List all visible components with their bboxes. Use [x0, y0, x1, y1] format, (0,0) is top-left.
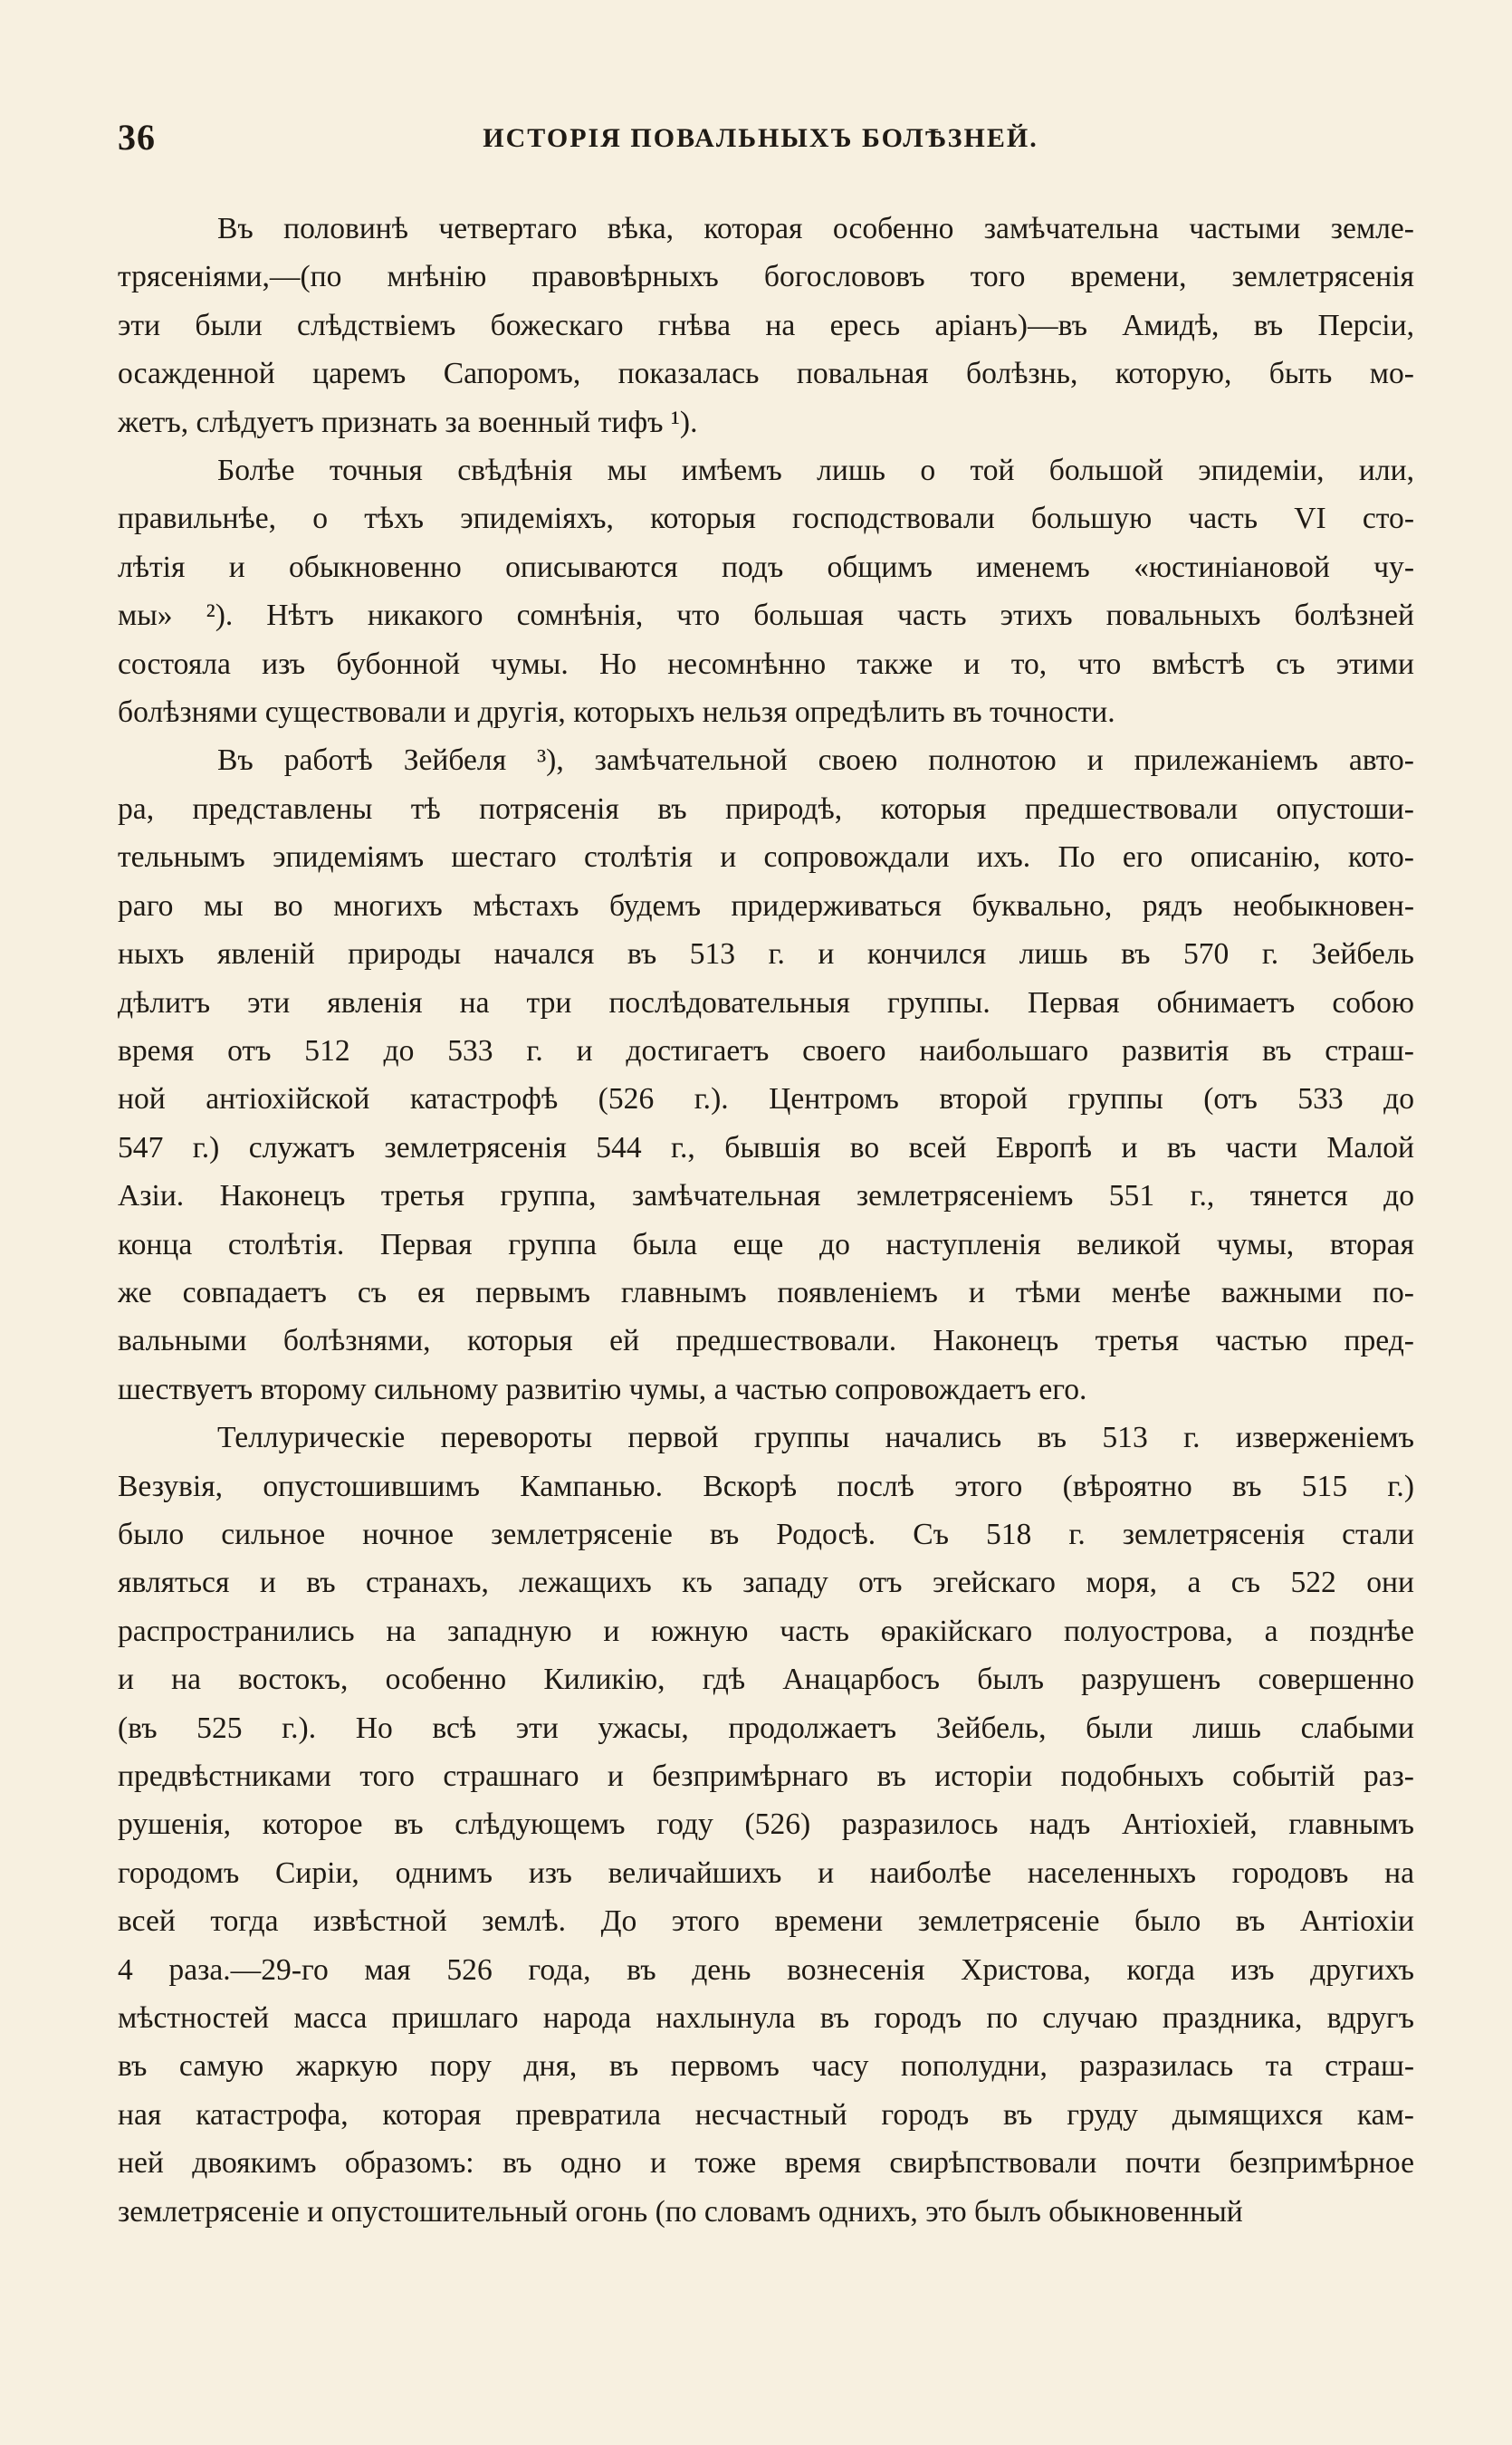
- text-line: предвѣстниками того страшнаго и безпримѣрнаго въ исторіи подобныхъ событій раз-: [118, 1759, 1414, 1793]
- page-header: [118, 116, 1403, 170]
- text-line: распространились на западную и южную часть ѳракійскаго полуострова, а позднѣе: [118, 1614, 1414, 1648]
- paragraph: [118, 446, 1414, 736]
- text-line: всей тогда извѣстной землѣ. До этого времени землетрясеніе было въ Антіохіи: [118, 1904, 1414, 1939]
- text-line: въ самую жаркую пору дня, въ первомъ часу пополудни, разразилась та страш-: [118, 2049, 1414, 2084]
- text-line: было сильное ночное землетрясеніе въ Родосѣ. Съ 518 г. землетрясенія стали: [118, 1517, 1414, 1551]
- text-line: Болѣе точныя свѣдѣнія мы имѣемъ лишь о той большой эпидеміи, или,: [217, 454, 1414, 488]
- page-number: 36: [118, 117, 156, 158]
- text-line: Везувія, опустошившимъ Кампанью. Вскорѣ послѣ этого (вѣроятно въ 515 г.): [118, 1469, 1414, 1503]
- running-title: ИСТОРІЯ ПОВАЛЬНЫХЪ БОЛѢЗНЕЙ.: [483, 123, 1038, 153]
- text-line: землетрясеніе и опустошительный огонь (по словамъ однихъ, это былъ обыкновенный: [118, 2194, 1243, 2229]
- text-line: ной антіохійской катастрофѣ (526 г.). Центромъ второй группы (отъ 533 до: [118, 1082, 1414, 1117]
- text-line: ная катастрофа, которая превратила несчастный городъ въ груду дымящихся кам-: [118, 2097, 1414, 2132]
- paragraph: [118, 1414, 1414, 2236]
- text-line: осажденной царемъ Сапоромъ, показалась повальная болѣзнь, которую, быть мо-: [118, 357, 1414, 391]
- text-line: 547 г.) служатъ землетрясенія 544 г., бывшія во всей Европѣ и въ части Малой: [118, 1130, 1414, 1165]
- body-text: [118, 205, 1414, 2236]
- text-line: являться и въ странахъ, лежащихъ къ западу отъ эгейскаго моря, а съ 522 они: [118, 1566, 1414, 1600]
- text-line: болѣзнями существовали и другія, которыхъ нельзя опредѣлить въ точности.: [118, 695, 1115, 730]
- text-line: Въ половинѣ четвертаго вѣка, которая особенно замѣчательна частыми земле-: [217, 212, 1414, 245]
- text-line: ныхъ явленій природы начался въ 513 г. и кончился лишь въ 570 г. Зейбель: [118, 937, 1414, 972]
- text-line: вальными болѣзнями, которыя ей предшествовали. Наконецъ третья частью пред-: [118, 1324, 1414, 1358]
- text-line: правильнѣе, о тѣхъ эпидеміяхъ, которыя господствовали большую часть VI сто-: [118, 502, 1414, 536]
- text-line: трясеніями,—(по мнѣнію правовѣрныхъ богослововъ того времени, землетрясенія: [118, 260, 1414, 294]
- text-line: ней двоякимъ образомъ: въ одно и тоже время свирѣпствовали почти безпримѣрное: [118, 2146, 1414, 2181]
- text-line: Азіи. Наконецъ третья группа, замѣчательная землетрясеніемъ 551 г., тянется до: [118, 1179, 1414, 1213]
- text-line: городомъ Сиріи, однимъ изъ величайшихъ и наиболѣе населенныхъ городовъ на: [118, 1855, 1414, 1890]
- paragraph: [118, 736, 1414, 1414]
- text-line: тельнымъ эпидеміямъ шестаго столѣтія и сопровождали ихъ. По его описанію, кото-: [118, 840, 1414, 875]
- text-line: жетъ, слѣдуетъ признать за военный тифъ ¹).: [118, 405, 698, 439]
- text-line: состояла изъ бубонной чумы. Но несомнѣнно также и то, что вмѣстѣ съ этими: [118, 647, 1414, 681]
- text-line: Теллурическіе перевороты первой группы начались въ 513 г. изверженіемъ: [217, 1421, 1414, 1455]
- text-line: мы» ²). Нѣтъ никакого сомнѣнія, что большая часть этихъ повальныхъ болѣзней: [118, 599, 1414, 633]
- paragraph: [118, 205, 1414, 446]
- text-line: раго мы во многихъ мѣстахъ будемъ придерживаться буквально, рядъ необыкновен-: [118, 888, 1414, 923]
- text-line: эти были слѣдствіемъ божескаго гнѣва на ересь аріанъ)—въ Амидѣ, въ Персіи,: [118, 308, 1414, 342]
- text-line: (въ 525 г.). Но всѣ эти ужасы, продолжаетъ Зейбель, были лишь слабыми: [118, 1711, 1414, 1745]
- text-line: же совпадаетъ съ ея первымъ главнымъ появленіемъ и тѣми менѣе важными по-: [118, 1275, 1414, 1309]
- text-line: ра, представлены тѣ потрясенія въ природѣ, которыя предшествовали опустоши-: [118, 791, 1414, 826]
- text-line: рушенія, которое въ слѣдующемъ году (526) разразилось надъ Антіохіей, главнымъ: [118, 1807, 1414, 1842]
- text-line: и на востокъ, особенно Киликію, гдѣ Анацарбосъ былъ разрушенъ совершенно: [118, 1663, 1414, 1697]
- text-line: 4 раза.—29-го мая 526 года, въ день вознесенія Христова, когда изъ другихъ: [118, 1952, 1414, 1987]
- text-line: лѣтія и обыкновенно описываются подъ общимъ именемъ «юстиніановой чу-: [118, 550, 1414, 584]
- text-line: конца столѣтія. Первая группа была еще до наступленія великой чумы, вторая: [118, 1227, 1414, 1261]
- text-line: дѣлитъ эти явленія на три послѣдовательныя группы. Первая обнимаетъ собою: [118, 985, 1414, 1020]
- text-line: шествуетъ второму сильному развитію чумы, а частью сопровождаетъ его.: [118, 1372, 1087, 1406]
- text-line: время отъ 512 до 533 г. и достигаетъ своего наибольшаго развитія въ страш-: [118, 1033, 1414, 1068]
- text-line: Въ работѣ Зейбеля ³), замѣчательной своею полнотою и прилежаніемъ авто-: [217, 743, 1414, 778]
- text-line: мѣстностей масса пришлаго народа нахлынула въ городъ по случаю праздника, вдругъ: [118, 2001, 1414, 2036]
